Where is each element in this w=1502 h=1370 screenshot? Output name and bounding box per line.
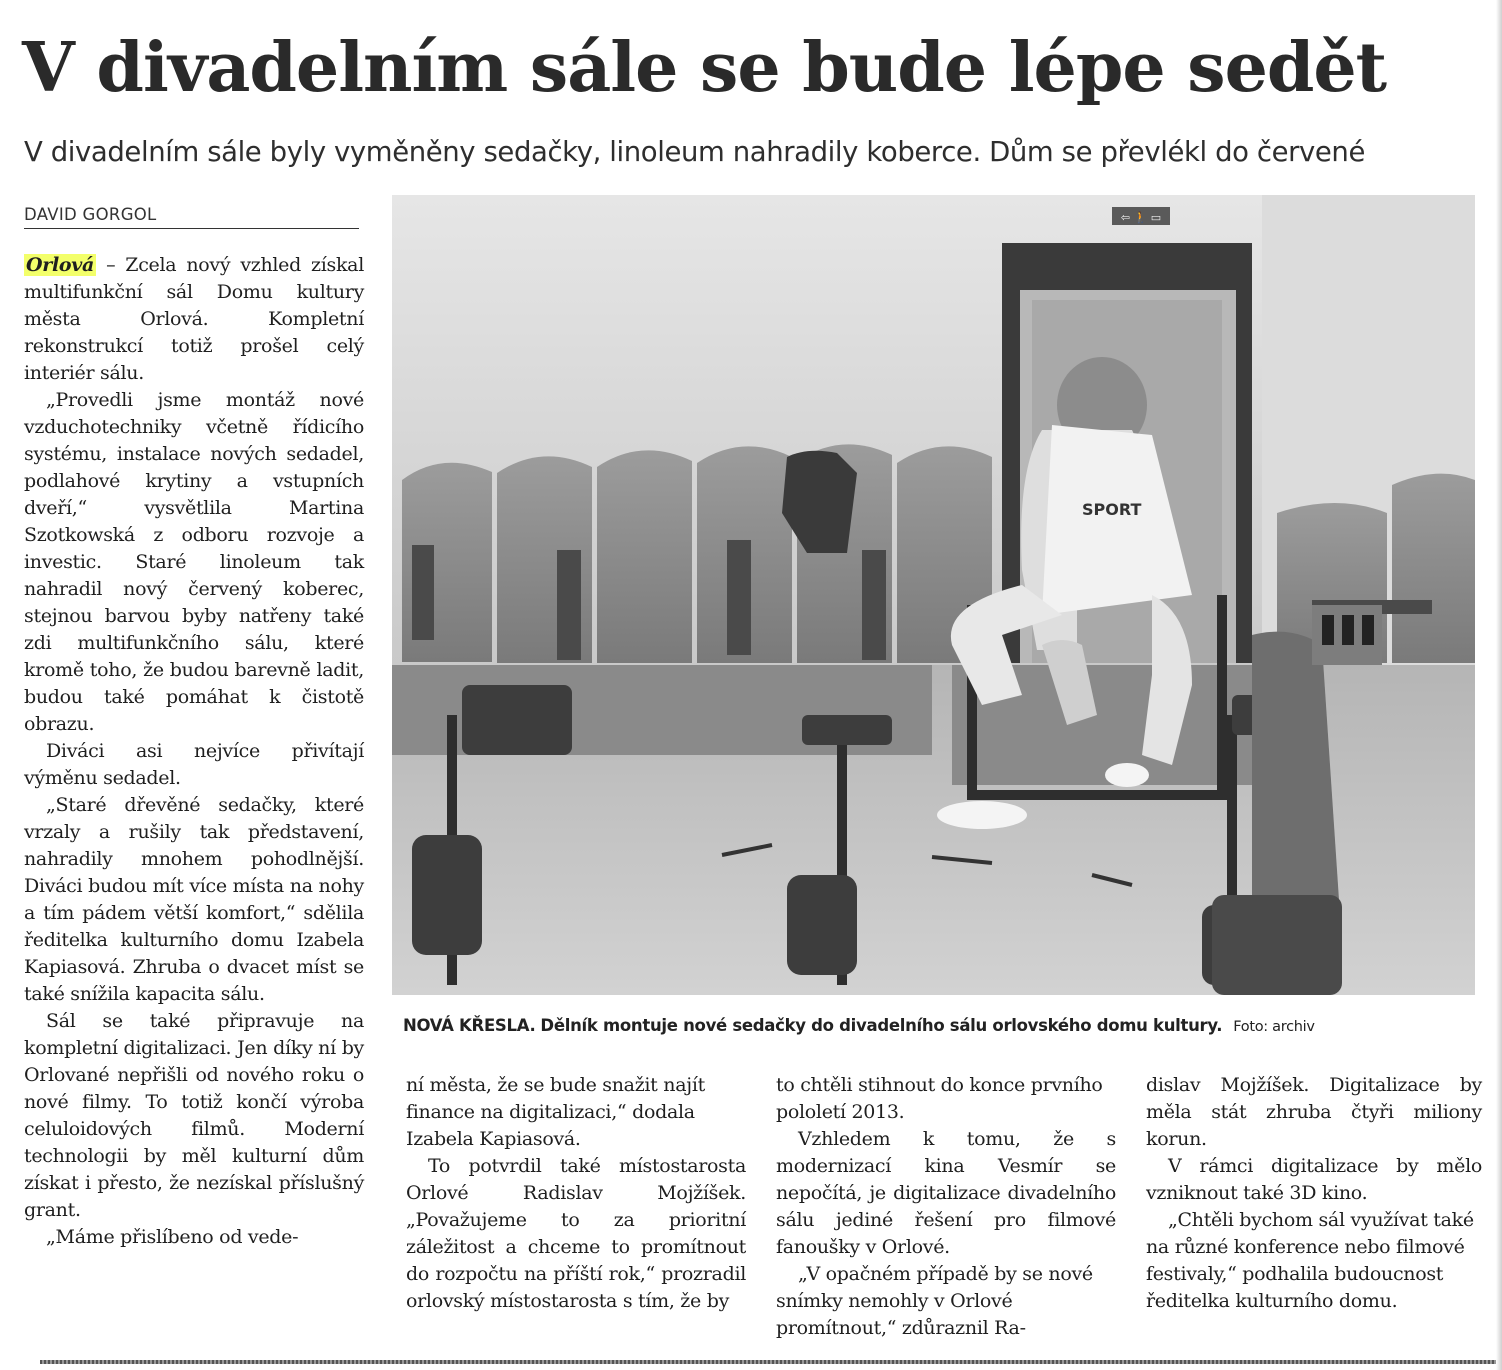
page-bottom-rule	[40, 1360, 1500, 1364]
byline: DAVID GORGOL	[24, 202, 359, 229]
subheadline: V divadelním sále byly vyměněny sedačky, linoleum nahradily koberce. Dům se převlékl do červené	[24, 136, 1365, 168]
article-column-4	[1146, 1072, 1482, 1315]
article-paragraph: „Provedli jsme montáž nové vzduchotechniky včetně řídicího systému, instalace nových sedadel, podlahové krytiny a vstupních dveří,“ vysvětlila Martina Szotkowská z odboru rozvoje a investic. Staré linoleum tak nahradil nový červený koberec, stejnou barvou byby natřeny také zdi multifunkčního sálu, které kromě toho, že budou barevně ladit, budou také pomáhat k čistotě obrazu.	[24, 389, 364, 735]
article-paragraph: Diváci asi nejvíce přivítají výměnu sedadel.	[24, 740, 364, 789]
dateline: Orlová	[26, 254, 95, 276]
scan-edge	[1496, 0, 1502, 1370]
article-column-1	[24, 252, 364, 1251]
article-paragraph: „Staré dřevěné sedačky, které vrzaly a rušily tak představení, nahradily mnohem pohodlnější. Diváci budou mít více místa na nohy a tím pádem větší komfort,“ sdělila ředitelka kulturního domu Izabela Kapiasová. Zhruba o dvacet míst se také snížila kapacita sálu.	[24, 794, 364, 1005]
article-photo	[392, 195, 1475, 995]
article-paragraph: Orlová – Zcela nový vzhled získal multifunkční sál Domu kultury města Orlová. Kompletní rekonstrukcí totiž prošel celý interiér sálu.	[24, 254, 364, 384]
article-paragraph: to chtěli stihnout do konce prvního pololetí 2013.	[776, 1074, 1103, 1123]
article-column-3	[776, 1072, 1116, 1342]
caption-lead: NOVÁ KŘESLA.	[403, 1016, 536, 1035]
exit-sign-label: ⇦ 🚶 ▭	[1120, 211, 1162, 224]
photo-credit: Foto: archiv	[1233, 1019, 1315, 1035]
article-paragraph: dislav Mojžíšek. Digitalizace by měla stát zhruba čtyři miliony korun.	[1146, 1074, 1482, 1150]
photo-caption	[403, 1013, 1478, 1040]
article-paragraph: ní města, že se bude snažit najít finance na digitalizaci,“ dodala Izabela Kapiasová.	[406, 1074, 705, 1150]
article-paragraph: V rámci digitalizace by mělo vzniknout také 3D kino.	[1146, 1155, 1482, 1204]
headline: V divadelním sále se bude lépe sedět	[22, 28, 1387, 108]
shirt-text: SPORT	[1082, 500, 1142, 519]
caption-text: Dělník montuje nové sedačky do divadelního sálu orlovského domu kultury.	[540, 1016, 1223, 1035]
article-paragraph: Vzhledem k tomu, že s modernizací kina Vesmír se nepočítá, je digitalizace divadelního sálu jediné řešení pro filmové fanoušky v Orlové.	[776, 1128, 1116, 1258]
article-paragraph: To potvrdil také místostarosta Orlové Radislav Mojžíšek. „Považujeme to za prioritní záležitost a chceme to promítnout do rozpočtu na příští rok,“ prozradil orlovský místostarosta s tím, že by	[406, 1155, 746, 1312]
article-paragraph: Sál se také připravuje na kompletní digitalizaci. Jen díky ní by Orlované nepřišli od nového roku o nové filmy. To totiž končí výroba celuloidových filmů. Moderní technologii by měl kulturní dům získat i přesto, že nezískal příslušný grant.	[24, 1010, 364, 1221]
photo-theater-seats	[392, 195, 1475, 995]
article-paragraph: „Chtěli bychom sál využívat také na různé konference nebo filmové festivaly,“ podhalila budoucnost ředitelka kulturního domu.	[1146, 1209, 1474, 1312]
article-paragraph: „V opačném případě by se nové snímky nemohly v Orlové promítnout,“ zdůraznil Ra-	[776, 1263, 1093, 1339]
article-paragraph: „Máme přislíbeno od vede-	[46, 1226, 299, 1248]
article-column-2	[406, 1072, 746, 1315]
